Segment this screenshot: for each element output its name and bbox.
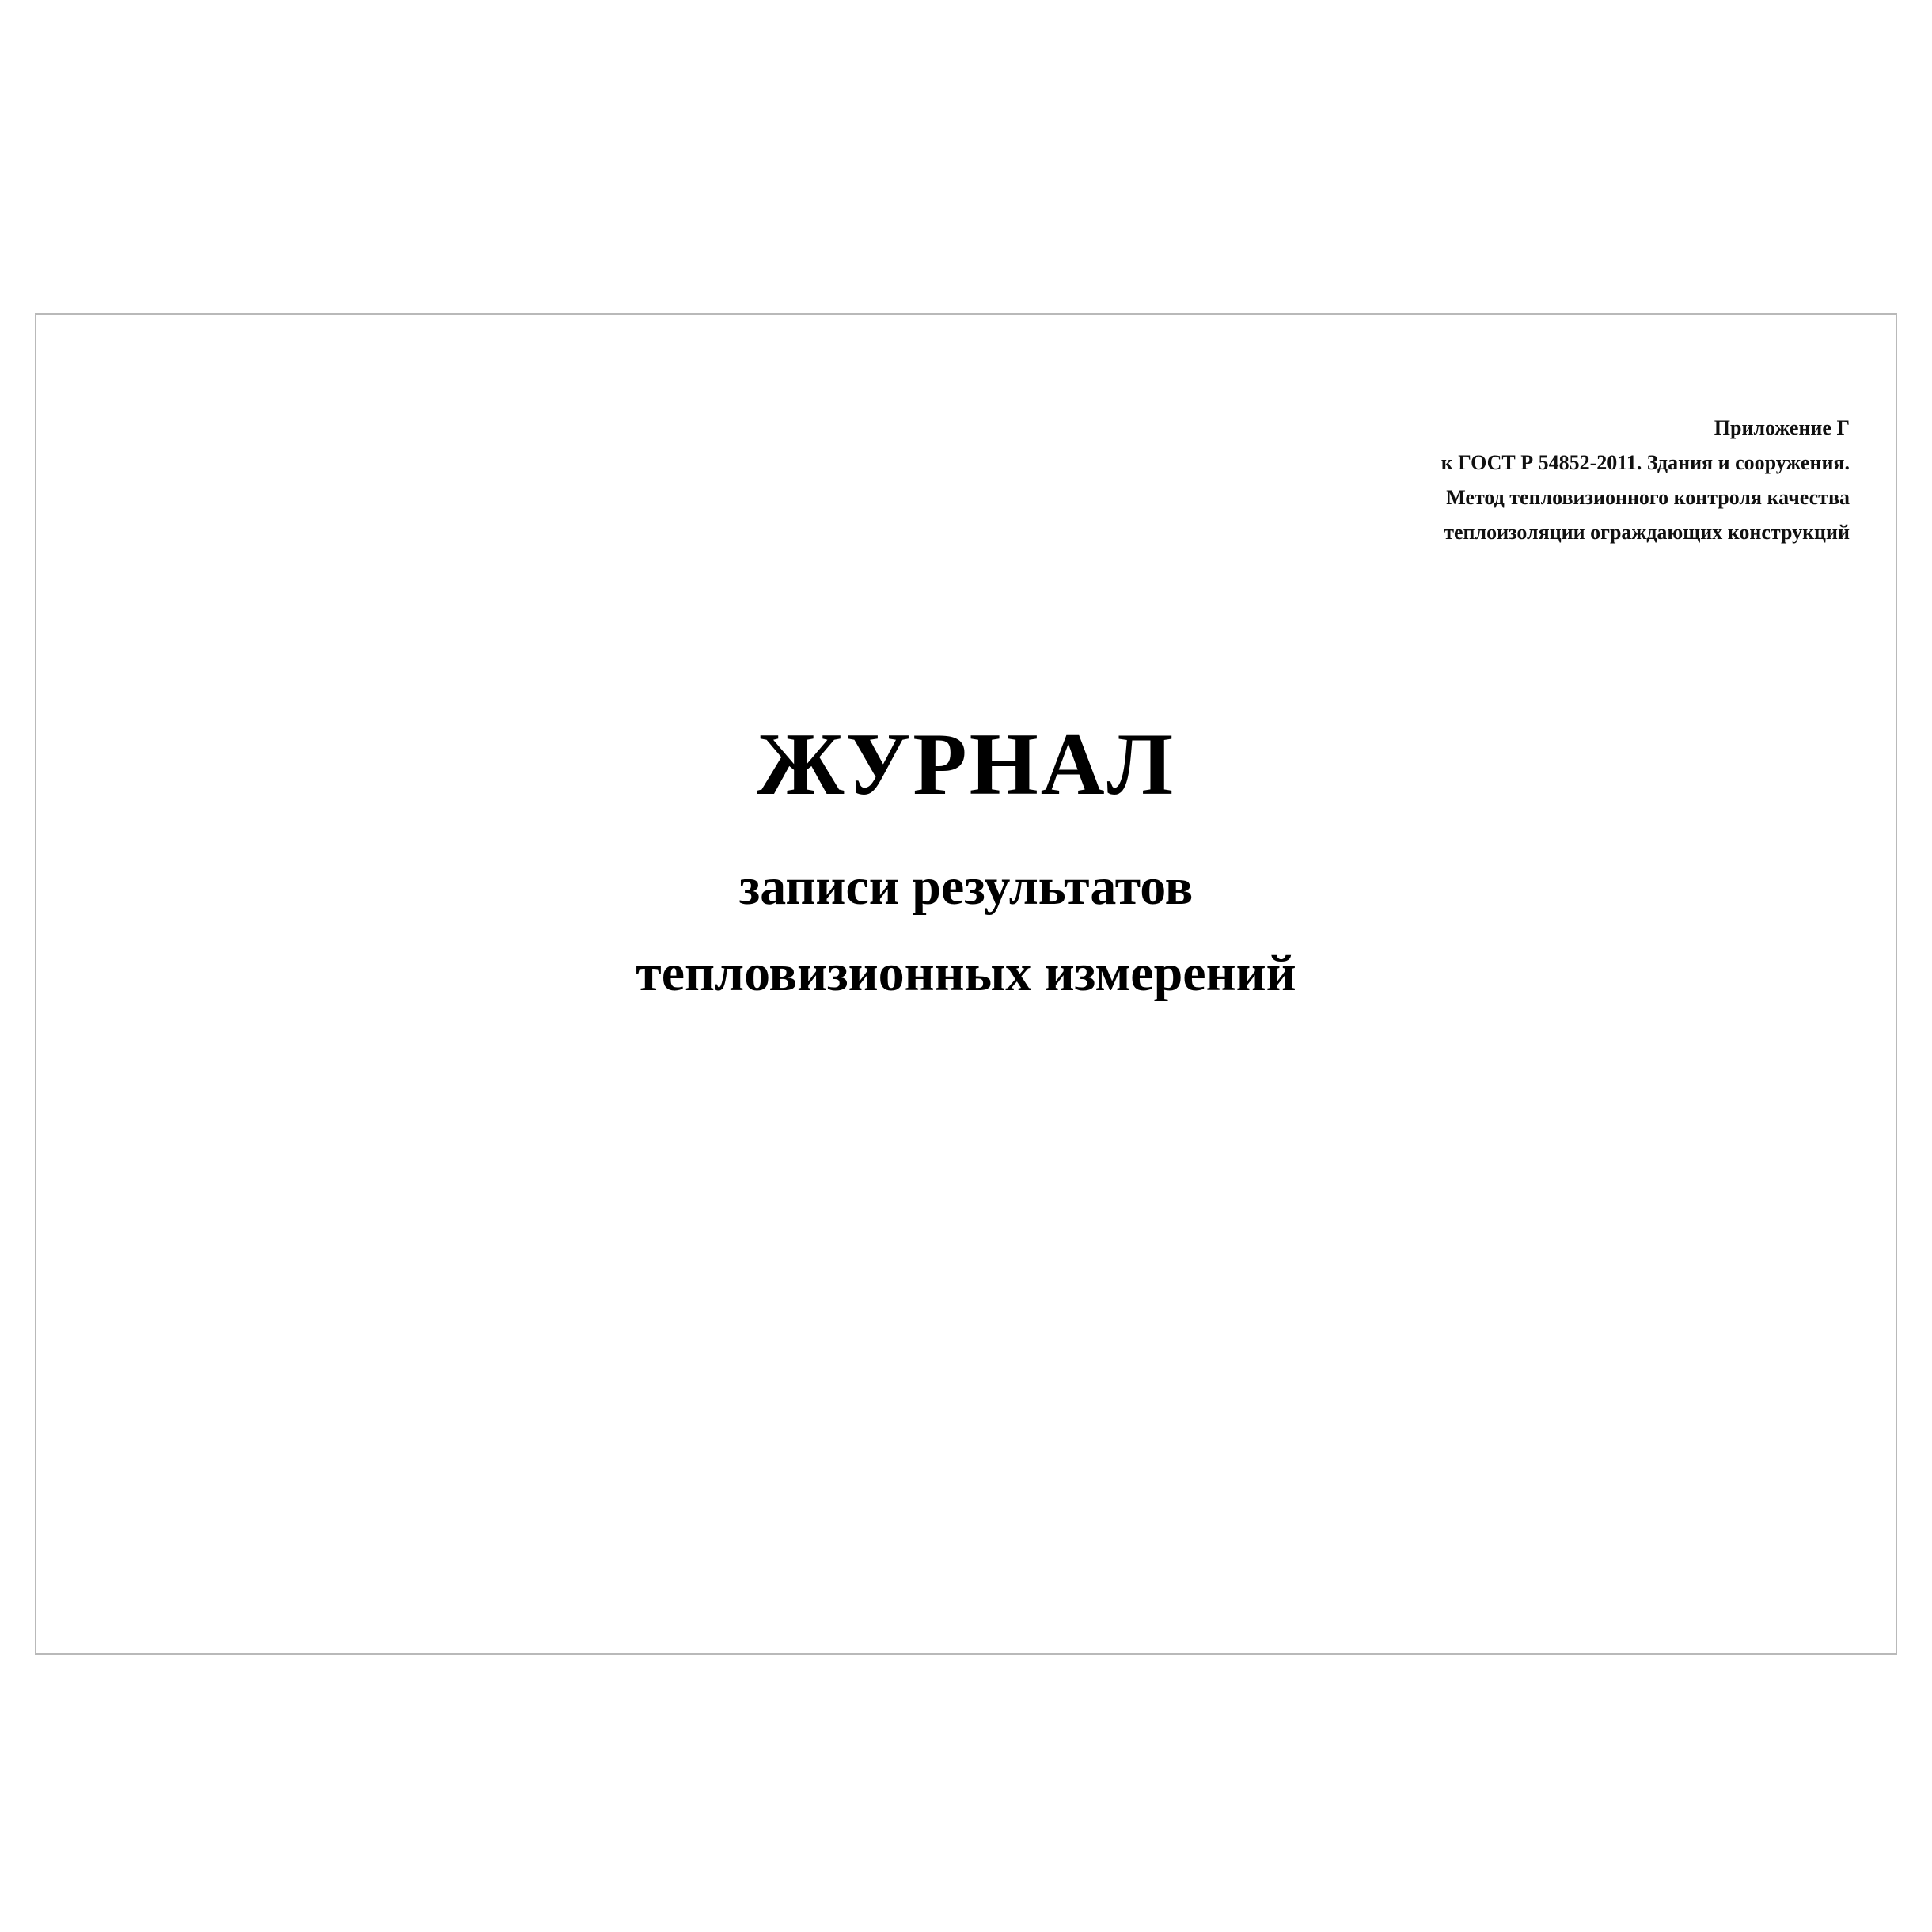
document-page (35, 313, 1897, 1655)
standard-reference-block (1058, 411, 1850, 550)
reference-line-3: Метод тепловизионного контроля качества (1446, 486, 1850, 509)
reference-line-4: теплоизоляции ограждающих конструкций (1444, 521, 1850, 544)
page-subtitle-line-1: записи результатов (738, 857, 1194, 916)
reference-line-2: к ГОСТ Р 54852-2011. Здания и сооружения. (1440, 451, 1850, 474)
reference-line-1: Приложение Г (1714, 416, 1850, 439)
page-title: ЖУРНАЛ (756, 715, 1176, 814)
title-block (36, 715, 1896, 1008)
page-subtitle-line-2: тепловизионных измерений (636, 944, 1296, 1003)
